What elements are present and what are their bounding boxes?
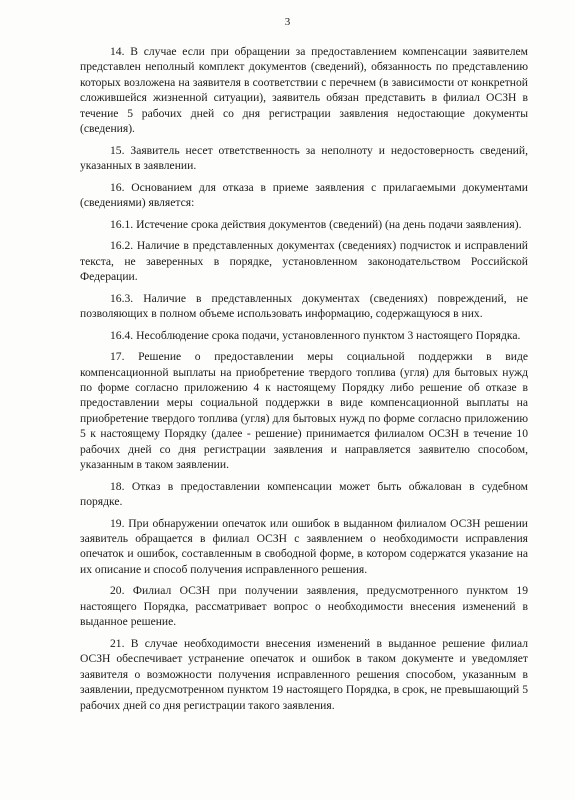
paragraph-17: 17. Решение о предоставлении меры социальной поддержки в виде компенсационной выплаты на приобретение твердого топлива (угля) для бытовых нужд по форме согласно приложению 4 к настоящему Порядку либо решение об отказе в предоставлении меры социальной поддержки в виде компенсационной выплаты на приобретение твердого топлива (угля) для бытовых нужд по форме согласно приложению 5 к настоящему Порядку (далее - решение) принимается филиалом ОСЗН в течение 10 рабочих дней со дня регистрации заявления и направляется заявителю способом, указанным в таком заявлении. <box>80 350 528 472</box>
page-number: 3 <box>284 16 291 28</box>
paragraph-16-4: 16.4. Несоблюдение срока подачи, установленного пунктом 3 настоящего Порядка. <box>110 328 521 342</box>
paragraph-19: 19. При обнаружении опечаток или ошибок в выданном филиалом ОСЗН решении заявитель обращается в филиал ОСЗН с заявлением о необходимости исправления опечаток и ошибок, составленным в свободной форме, в котором содержатся указание на их описание и способ получения исправленного решения. <box>80 516 528 576</box>
paragraph-15: 15. Заявитель несет ответственность за неполноту и недостоверность сведений, указанных в заявлении. <box>80 143 528 173</box>
paragraph-16-1: 16.1. Истечение срока действия документов (сведений) (на день подачи заявления). <box>110 217 522 231</box>
paragraph-16: 16. Основанием для отказа в приеме заявления с прилагаемыми документами (сведениями) является: <box>80 180 528 210</box>
paragraph-14: 14. В случае если при обращении за предоставлением компенсации заявителем представлен неполный комплект документов (сведений), обязанность по представлению которых возложена на заявителя в соответствии с перечнем (в зависимости от конкретной сложившейся жизненной ситуации), заявитель обязан представить в филиал ОСЗН в течение 5 рабочих дней со дня регистрации заявления недостающие документы (сведения). <box>80 45 528 136</box>
document-body <box>80 44 528 713</box>
paragraph-21: 21. В случае необходимости внесения изменений в выданное решение филиал ОСЗН обеспечивает устранение опечаток и ошибок в таком документе и уведомляет заявителя о возможности получения исправленного решения способом, указанным в заявлении, предусмотренном пунктом 19 настоящего Порядка, в срок, не превышающий 5 рабочих дней со дня регистрации такого заявления. <box>80 636 528 712</box>
paragraph-20: 20. Филиал ОСЗН при получении заявления, предусмотренного пунктом 19 настоящего Порядка, рассматривает вопрос о необходимости внесения изменений в выданное решение. <box>80 584 528 629</box>
paragraph-18: 18. Отказ в предоставлении компенсации может быть обжалован в судебном порядке. <box>80 479 528 509</box>
paragraph-16-3: 16.3. Наличие в представленных документах (сведениях) повреждений, не позволяющих в полном объеме использовать информацию, содержащуюся в них. <box>80 291 528 321</box>
paragraph-16-2: 16.2. Наличие в представленных документах (сведениях) подчисток и исправлений текста, не заверенных в порядке, установленном законодательством Российской Федерации. <box>80 239 528 284</box>
